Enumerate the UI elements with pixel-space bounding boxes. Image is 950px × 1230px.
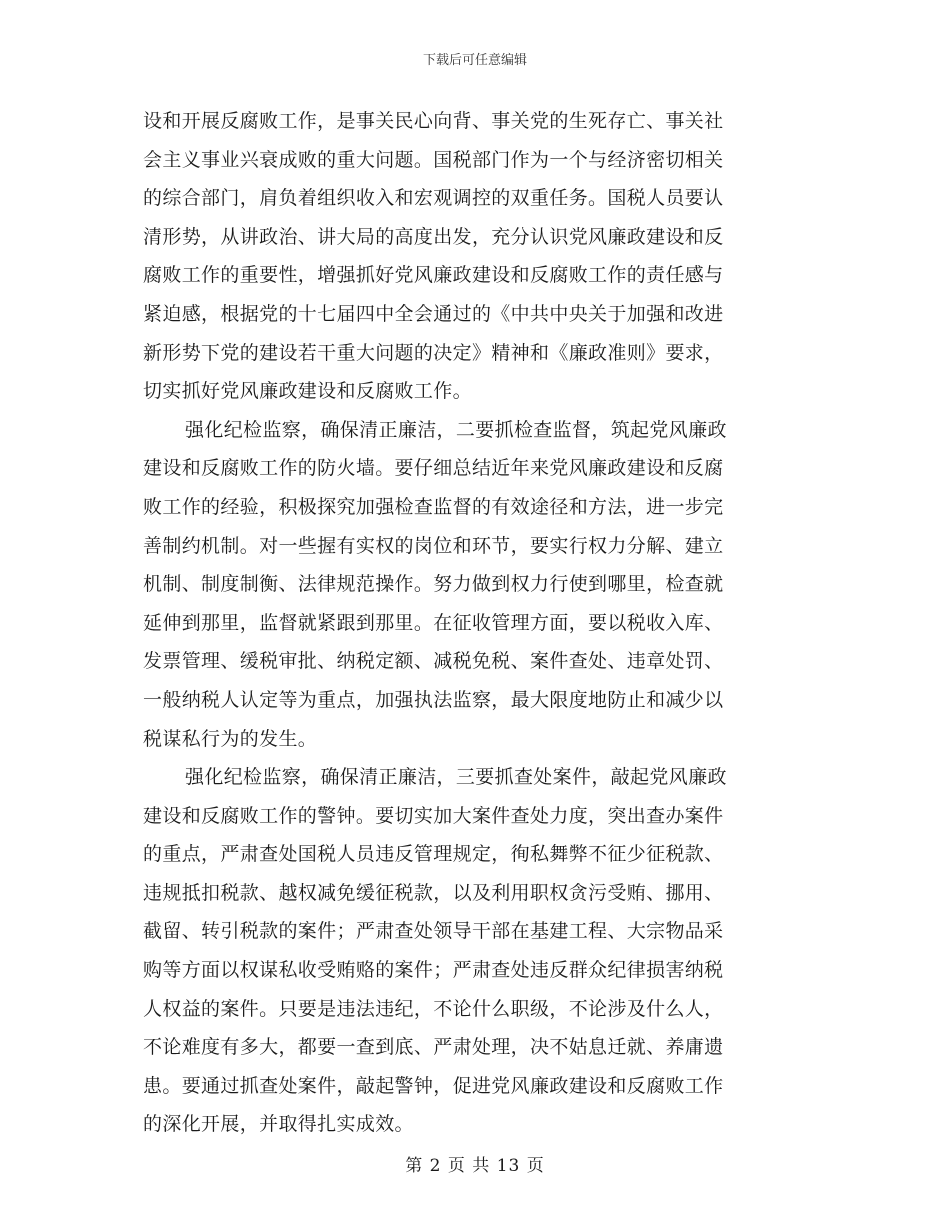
page-footer	[0, 1156, 950, 1176]
text-line: 人权益的案件。只要是违法违纪，不论什么职级，不论涉及什么人，	[143, 997, 724, 1020]
text-line: 设和开展反腐败工作，是事关民心向背、事关党的生死存亡、事关社	[143, 110, 724, 132]
text-line: 的深化开展，并取得扎实成效。	[143, 1113, 414, 1136]
page-header	[0, 53, 950, 69]
header-text: 下载后可任意编辑	[422, 53, 527, 68]
text-line: 截留、转引税款的案件；严肃查处领导干部在基建工程、大宗物品采	[143, 920, 724, 943]
paragraph-2	[143, 411, 807, 758]
text-line: 败工作的经验，积极探究加强检查监督的有效途径和方法，进一步完	[143, 495, 724, 518]
text-line: 切实抓好党风廉政建设和反腐败工作。	[143, 380, 472, 403]
text-line: 的重点，严肃查处国税人员违反管理规定，徇私舞弊不征少征税款、	[143, 843, 724, 866]
text-line: 清形势，从讲政治、讲大局的高度出发，充分认识党风廉政建设和反	[143, 225, 724, 248]
document-body	[143, 102, 807, 1144]
text-line: 发票管理、缓税审批、纳税定额、减税免税、案件查处、违章处罚、	[143, 650, 724, 673]
text-line: 的综合部门，肩负着组织收入和宏观调控的双重任务。国税人员要认	[143, 187, 724, 210]
text-line: 建设和反腐败工作的警钟。要切实加大案件查处力度，突出查办案件	[143, 804, 724, 827]
text-line: 违规抵扣税款、越权减免缓征税款，以及利用职权贪污受贿、挪用、	[143, 881, 724, 904]
page-number: 第 2 页 共 13 页	[405, 1156, 545, 1176]
text-line: 强化纪检监察，确保清正廉洁，二要抓检查监督，筑起党风廉政	[185, 418, 727, 441]
text-line: 一般纳税人认定等为重点，加强执法监察，最大限度地防止和减少以	[143, 688, 724, 711]
text-line: 紧迫感，根据党的十七届四中全会通过的《中共中央关于加强和改进	[143, 302, 724, 325]
text-line: 强化纪检监察，确保清正廉洁，三要抓查处案件，敲起党风廉政	[185, 766, 727, 789]
text-line: 税谋私行为的发生。	[143, 727, 318, 750]
text-line: 建设和反腐败工作的防火墙。要仔细总结近年来党风廉政建设和反腐	[143, 457, 724, 480]
text-line: 延伸到那里，监督就紧跟到那里。在征收管理方面，要以税收入库、	[143, 611, 724, 634]
paragraph-1	[143, 102, 807, 411]
text-line: 患。要通过抓查处案件，敲起警钟，促进党风廉政建设和反腐败工作	[143, 1074, 724, 1097]
text-line: 善制约机制。对一些握有实权的岗位和环节，要实行权力分解、建立	[143, 534, 724, 557]
text-line: 不论难度有多大，都要一查到底、严肃处理，决不姑息迁就、养庸遗	[143, 1036, 724, 1059]
text-line: 新形势下党的建设若干重大问题的决定》精神和《廉政准则》要求，	[143, 341, 724, 364]
text-line: 机制、制度制衡、法律规范操作。努力做到权力行使到哪里，检查就	[143, 573, 724, 596]
text-line: 购等方面以权谋私收受贿赂的案件；严肃查处违反群众纪律损害纳税	[143, 959, 724, 982]
paragraph-3	[143, 758, 807, 1144]
text-line: 腐败工作的重要性，增强抓好党风廉政建设和反腐败工作的责任感与	[143, 264, 724, 287]
text-line: 会主义事业兴衰成败的重大问题。国税部门作为一个与经济密切相关	[143, 148, 724, 171]
